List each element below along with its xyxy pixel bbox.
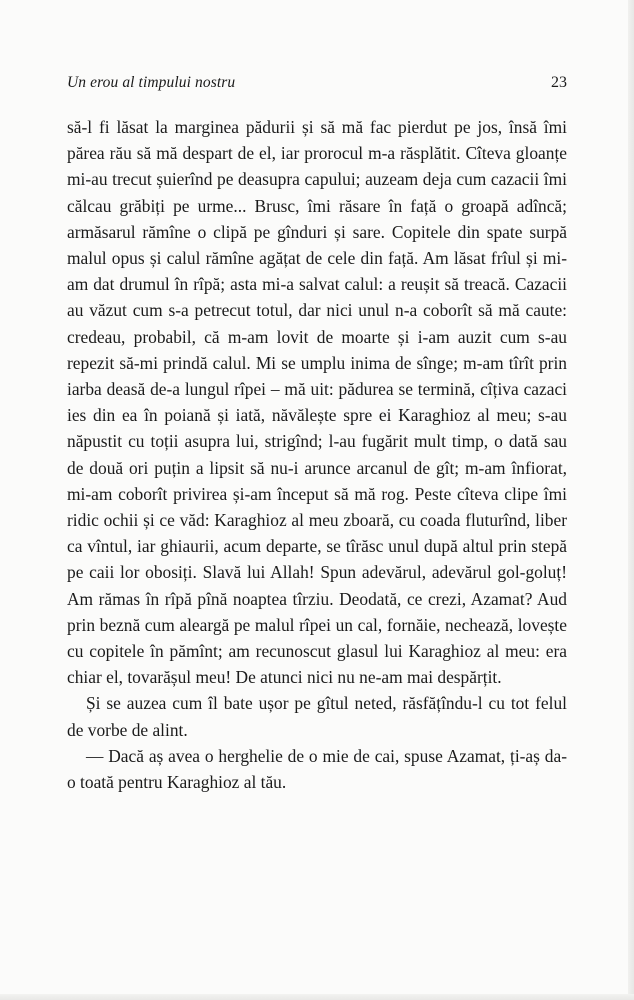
page-number: 23 [551, 74, 567, 91]
paragraph-3: — Dacă aș avea o herghelie de o mie de cai, spuse Azamat, ți-aș da-o toată pentru Karaghioz al tău. [67, 745, 567, 793]
scan-edge-shadow [628, 0, 634, 1000]
running-head: Un erou al timpului nostru [67, 74, 236, 91]
page-header [67, 74, 567, 98]
body-text [67, 114, 567, 795]
scan-bottom-shadow [0, 994, 634, 1000]
paragraph-2: Și se auzea cum îl bate ușor pe gîtul neted, răsfățîndu-l cu tot felul de vorbe de alint. [67, 693, 567, 740]
paragraph-1: să-l fi lăsat la marginea pădurii și să mă fac pierdut pe jos, însă îmi părea rău să mă despart de el, iar prorocul m-a răsplătit. Cîteva gloanțe mi-au trecut șuierînd pe deasupra capului; auzeam deja cum cazacii îmi călcau grăbiți pe urme... Brusc, îmi răsare în față o groapă adîncă; armăsarul rămîne o clipă pe gînduri și sare. Copitele din spate surpă malul opus și calul rămîne agățat de cele din față. Am lăsat frîul și mi-am dat drumul în rîpă; asta mi-a salvat calul: a reușit să treacă. Cazacii au văzut cum s-a petrecut totul, dar nici unul n-a coborît să mă caute: credeau, probabil, că m-am lovit de moarte și i-am auzit cum s-au repezit să-mi prindă calul. Mi se umplu inima de sînge; m-am tîrît prin iarba deasă de-a lungul rîpei – mă uit: pădurea se termină, cîțiva cazaci ies din ea în poiană și iată, năvălește spre ei Karaghioz al meu; s-au năpustit cu toții asupra lui, strigînd; l-au fugărit mult timp, o dată sau de două ori puțin a lipsit să nu-i arunce arcanul de gît; m-am înfiorat, mi-am coborît privirea și-am început să mă rog. Peste cîteva clipe îmi ridic ochii și ce văd: Karaghioz al meu zboară, cu coada fluturînd, liber ca vîntul, iar ghiaurii, acum departe, se tîrăsc unul după altul prin stepă pe caii lor obosiți. Slavă lui Allah! Spun adevărul, adevărul gol-goluț! Am rămas în rîpă pînă noaptea tîrziu. Deodată, ce crezi, Azamat? Aud prin beznă cum aleargă pe malul rîpei un cal, fornăie, nechează, lovește cu copitele în pămînt; am recunoscut glasul lui Karaghioz al meu: era chiar el, tovarășul meu! De atunci nici nu ne-am mai despărțit. [67, 117, 567, 688]
